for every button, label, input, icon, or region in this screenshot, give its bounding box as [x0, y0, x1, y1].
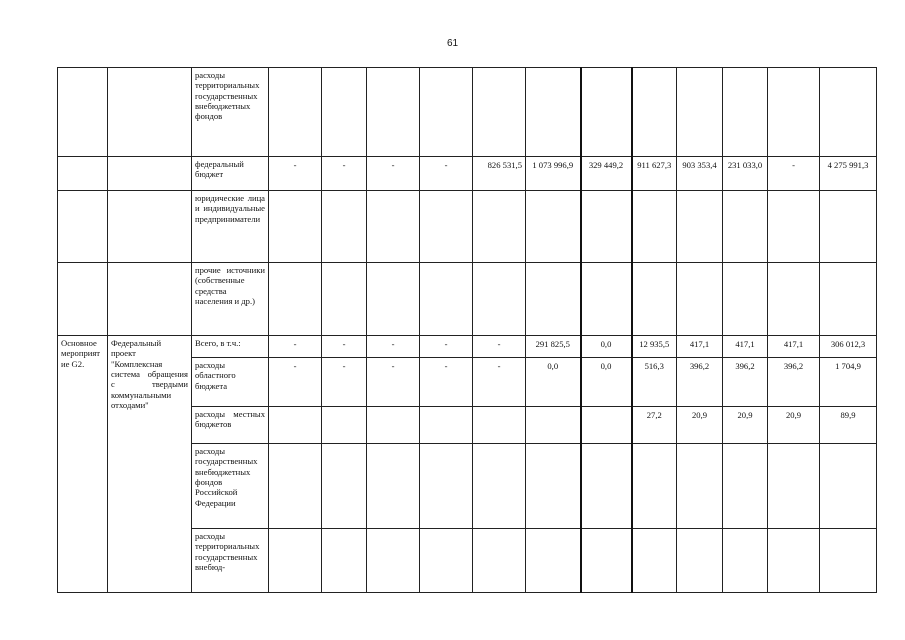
value-cell [723, 263, 768, 336]
source-label: расходы территориальных государственных внебюд- [192, 529, 269, 593]
value-cell [269, 529, 322, 593]
table-row [58, 191, 877, 263]
value-cell: 417,1 [768, 336, 820, 358]
value-cell: 20,9 [723, 407, 768, 444]
project-cell [108, 263, 192, 336]
value-cell [820, 529, 877, 593]
budget-table [57, 67, 877, 593]
value-cell [677, 263, 723, 336]
table-row [58, 263, 877, 336]
value-cell: 417,1 [723, 336, 768, 358]
event-cell [58, 191, 108, 263]
value-cell [526, 407, 581, 444]
value-cell [723, 191, 768, 263]
value-cell [473, 444, 526, 529]
value-cell [269, 263, 322, 336]
value-cell [269, 68, 322, 157]
value-cell [473, 263, 526, 336]
value-cell [269, 191, 322, 263]
value-cell [420, 263, 473, 336]
value-cell [677, 68, 723, 157]
value-cell: 826 531,5 [473, 157, 526, 191]
value-cell [768, 529, 820, 593]
value-cell [581, 263, 632, 336]
value-cell: 1 704,9 [820, 358, 877, 407]
value-cell [632, 191, 677, 263]
project-name: Федеральный проект "Комплексная система обращения с твердыми коммунальными отходами" [108, 336, 192, 593]
value-cell [473, 407, 526, 444]
value-cell [367, 68, 420, 157]
value-cell: - [322, 358, 367, 407]
source-label: расходы государственных внебюджетных фондов Российской Федерации [192, 444, 269, 529]
value-cell: 396,2 [768, 358, 820, 407]
value-cell: - [420, 336, 473, 358]
value-cell: - [367, 157, 420, 191]
value-cell: 89,9 [820, 407, 877, 444]
value-cell [768, 191, 820, 263]
table-row [58, 68, 877, 157]
value-cell [420, 529, 473, 593]
value-cell [632, 263, 677, 336]
value-cell [723, 529, 768, 593]
value-cell: - [269, 336, 322, 358]
value-cell [677, 529, 723, 593]
value-cell [768, 263, 820, 336]
page-number: 61 [446, 38, 459, 49]
value-cell: - [768, 157, 820, 191]
value-cell: 396,2 [677, 358, 723, 407]
value-cell [581, 68, 632, 157]
value-cell [581, 444, 632, 529]
value-cell: 903 353,4 [677, 157, 723, 191]
value-cell: 306 012,3 [820, 336, 877, 358]
value-cell: - [473, 358, 526, 407]
table-row [58, 157, 877, 191]
source-label: федеральный бюджет [192, 157, 269, 191]
value-cell: - [420, 358, 473, 407]
event-cell [58, 157, 108, 191]
value-cell [322, 263, 367, 336]
value-cell: - [367, 336, 420, 358]
value-cell [526, 529, 581, 593]
source-label: расходы территориальных государственных внебюджетных фондов [192, 68, 269, 157]
value-cell: 417,1 [677, 336, 723, 358]
source-label: расходы местных бюджетов [192, 407, 269, 444]
project-cell [108, 191, 192, 263]
value-cell [367, 529, 420, 593]
value-cell: 516,3 [632, 358, 677, 407]
value-cell [526, 68, 581, 157]
value-cell [322, 407, 367, 444]
event-name: Основное мероприятие G2. [58, 336, 108, 593]
source-label: расходы областного бюджета [192, 358, 269, 407]
value-cell [820, 68, 877, 157]
source-label: Всего, в т.ч.: [192, 336, 269, 358]
value-cell: 291 825,5 [526, 336, 581, 358]
value-cell [820, 444, 877, 529]
value-cell: 27,2 [632, 407, 677, 444]
value-cell [632, 68, 677, 157]
value-cell [367, 263, 420, 336]
value-cell: 329 449,2 [581, 157, 632, 191]
value-cell [367, 191, 420, 263]
value-cell: - [322, 336, 367, 358]
value-cell [581, 191, 632, 263]
value-cell [473, 191, 526, 263]
value-cell: - [473, 336, 526, 358]
value-cell [677, 444, 723, 529]
value-cell: - [420, 157, 473, 191]
value-cell [526, 191, 581, 263]
value-cell: 0,0 [581, 358, 632, 407]
value-cell: - [322, 157, 367, 191]
value-cell [526, 263, 581, 336]
value-cell: 231 033,0 [723, 157, 768, 191]
event-cell [58, 263, 108, 336]
value-cell [420, 68, 473, 157]
value-cell [677, 191, 723, 263]
value-cell: 911 627,3 [632, 157, 677, 191]
value-cell [473, 68, 526, 157]
value-cell [322, 191, 367, 263]
value-cell [269, 407, 322, 444]
value-cell: - [269, 157, 322, 191]
value-cell [632, 444, 677, 529]
value-cell: 20,9 [768, 407, 820, 444]
value-cell: 1 073 996,9 [526, 157, 581, 191]
value-cell [473, 529, 526, 593]
value-cell [322, 68, 367, 157]
value-cell [367, 407, 420, 444]
value-cell: 20,9 [677, 407, 723, 444]
value-cell [632, 529, 677, 593]
project-cell [108, 68, 192, 157]
value-cell: 12 935,5 [632, 336, 677, 358]
event-cell [58, 68, 108, 157]
value-cell [768, 444, 820, 529]
value-cell: - [269, 358, 322, 407]
value-cell [581, 407, 632, 444]
value-cell: 396,2 [723, 358, 768, 407]
value-cell: - [367, 358, 420, 407]
value-cell [526, 444, 581, 529]
value-cell [367, 444, 420, 529]
value-cell [322, 529, 367, 593]
project-cell [108, 157, 192, 191]
value-cell: 0,0 [526, 358, 581, 407]
value-cell: 4 275 991,3 [820, 157, 877, 191]
value-cell [820, 263, 877, 336]
value-cell: 0,0 [581, 336, 632, 358]
value-cell [723, 444, 768, 529]
value-cell [820, 191, 877, 263]
value-cell [420, 444, 473, 529]
source-label: юридические лица и индивидуальные предприниматели [192, 191, 269, 263]
value-cell [420, 191, 473, 263]
table-row [58, 336, 877, 358]
value-cell [322, 444, 367, 529]
value-cell [269, 444, 322, 529]
value-cell [581, 529, 632, 593]
source-label: прочие источники (собственные средства населения и др.) [192, 263, 269, 336]
value-cell [420, 407, 473, 444]
value-cell [723, 68, 768, 157]
value-cell [768, 68, 820, 157]
